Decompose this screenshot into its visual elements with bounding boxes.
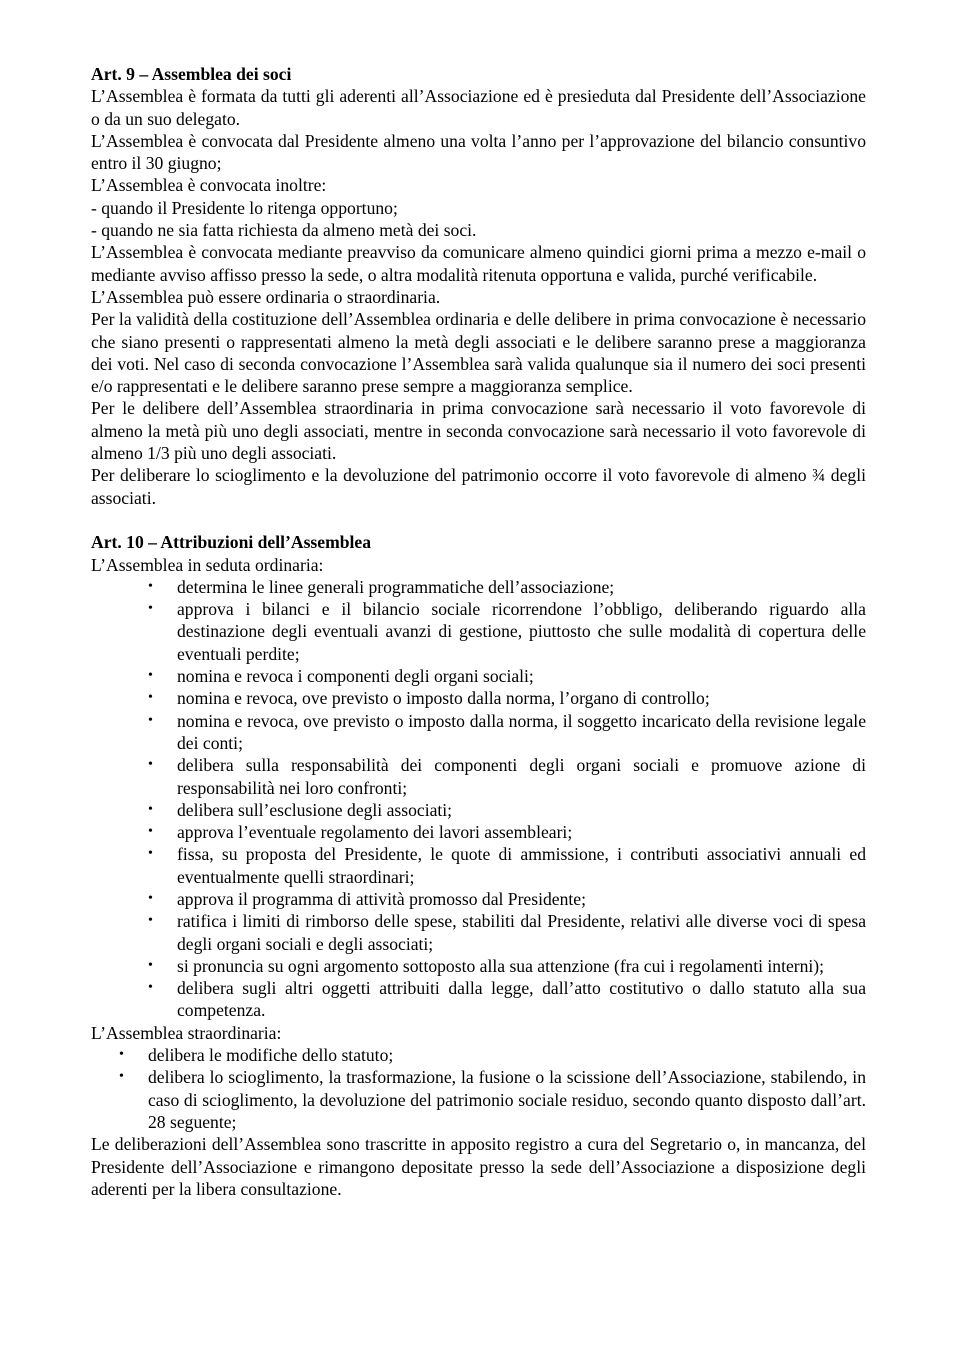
bullet-icon: • — [148, 913, 153, 929]
bullet-icon: • — [148, 668, 153, 684]
list-item: • delibera sulla responsabilità dei componenti degli organi sociali e promuove azione di responsabilità nei loro confronti; — [148, 755, 866, 798]
list-item: • nomina e revoca, ove previsto o imposto dalla norma, il soggetto incaricato della revisione legale dei conti; — [148, 710, 866, 753]
article-9 — [91, 63, 866, 509]
list-item: • approva i bilanci e il bilancio sociale ricorrendone l’obbligo, deliberando riguardo alla destinazione degli eventuali avanzi di gestione, piuttosto che sulle modalità di copertura delle eventuali perdite; — [148, 599, 866, 664]
article-9-heading: Art. 9 – Assemblea dei soci — [91, 64, 292, 84]
paragraph: L’Assemblea è convocata inoltre: — [91, 175, 327, 196]
bullet-icon: • — [119, 1047, 124, 1063]
paragraph: Per le delibere dell’Assemblea straordinaria in prima convocazione sarà necessario il voto favorevole di almeno la metà più uno degli associati, mentre in seconda convocazione sarà necessario il voto favorevole di almeno 1/3 più uno degli associati. — [91, 398, 866, 464]
document-page — [91, 63, 866, 1200]
list-item: • nomina e revoca, ove previsto o imposto dalla norma, l’organo di controllo; — [148, 688, 710, 709]
ordinary-list — [91, 576, 866, 1022]
list-item: • ratifica i limiti di rimborso delle spese, stabiliti dal Presidente, relativi alle diverse voci di spesa degli organi sociali e degli associati; — [148, 911, 866, 954]
article-10 — [91, 531, 866, 1200]
dash-item: - quando il Presidente lo ritenga opportuno; — [91, 197, 398, 218]
paragraph: Per deliberare lo scioglimento e la devoluzione del patrimonio occorre il voto favorevole di almeno ¾ degli associati. — [91, 465, 866, 508]
list-item: • fissa, su proposta del Presidente, le quote di ammissione, i contributi associativi annuali ed eventualmente quelli straordinari; — [148, 844, 866, 887]
bullet-icon: • — [119, 1069, 124, 1085]
paragraph: L’Assemblea è formata da tutti gli aderenti all’Associazione ed è presieduta dal Presidente dell’Associazione o da un suo delegato. — [91, 86, 866, 129]
list-item: • si pronuncia su ogni argomento sottoposto alla sua attenzione (fra cui i regolamenti interni); — [148, 955, 825, 976]
list-item: • delibera sull’esclusione degli associati; — [148, 799, 453, 820]
list-item: • delibera lo scioglimento, la trasformazione, la fusione o la scissione dell’Associazione, stabilendo, in caso di scioglimento, la devoluzione del patrimonio sociale residuo, secondo quanto disposto dall’art. 28 seguente; — [119, 1067, 866, 1132]
dash-item: - quando ne sia fatta richiesta da almeno metà dei soci. — [91, 220, 477, 241]
list-item: • nomina e revoca i componenti degli organi sociali; — [148, 666, 534, 687]
list-item: • delibera sugli altri oggetti attribuiti dalla legge, dall’atto costitutivo o dallo statuto alla sua competenza. — [148, 978, 866, 1021]
paragraph: Per la validità della costituzione dell’Assemblea ordinaria e delle delibere in prima convocazione è necessario che siano presenti o rappresentati almeno la metà degli associati e le delibere saranno prese a maggioranza dei voti. Nel caso di seconda convocazione l’Assemblea sarà valida qualunque sia il numero dei soci presenti e/o rappresentati e le delibere saranno prese sempre a maggioranza semplice. — [91, 309, 866, 397]
list-item: • delibera le modifiche dello statuto; — [119, 1045, 394, 1066]
paragraph: L’Assemblea è convocata dal Presidente almeno una volta l’anno per l’approvazione del bilancio consuntivo entro il 30 giugno; — [91, 130, 866, 174]
ordinary-intro: L’Assemblea in seduta ordinaria: — [91, 554, 324, 575]
extraordinary-list — [91, 1044, 866, 1133]
bullet-icon: • — [148, 690, 153, 706]
extraordinary-intro: L’Assemblea straordinaria: — [91, 1022, 282, 1043]
bullet-icon: • — [148, 712, 153, 728]
list-item: • determina le linee generali programmatiche dell’associazione; — [148, 576, 615, 597]
paragraph: L’Assemblea può essere ordinaria o straordinaria. — [91, 286, 441, 307]
article-10-heading: Art. 10 – Attribuzioni dell’Assemblea — [91, 532, 372, 553]
bullet-icon: • — [148, 980, 153, 996]
paragraph: L’Assemblea è convocata mediante preavviso da comunicare almeno quindici giorni prima a mezzo e-mail o mediante avviso affisso presso la sede, o altra modalità ritenuta opportuna e valida, purché verificabile. — [91, 242, 866, 285]
list-item: • approva il programma di attività promosso dal Presidente; — [148, 888, 586, 909]
bullet-icon: • — [148, 601, 153, 617]
bullet-icon: • — [148, 824, 153, 840]
bullet-icon: • — [148, 757, 153, 773]
bullet-icon: • — [148, 957, 153, 973]
list-item: • approva l’eventuale regolamento dei lavori assembleari; — [148, 822, 573, 843]
section-spacer — [91, 509, 866, 531]
closing-paragraph: Le deliberazioni dell’Assemblea sono trascritte in apposito registro a cura del Segretario o, in mancanza, del Presidente dell’Associazione e rimangono depositate presso la sede dell’Associazione a disposizione degli aderenti per la libera consultazione. — [91, 1134, 866, 1199]
bullet-icon: • — [148, 578, 153, 594]
bullet-icon: • — [148, 846, 153, 862]
bullet-icon: • — [148, 801, 153, 817]
bullet-icon: • — [148, 890, 153, 906]
